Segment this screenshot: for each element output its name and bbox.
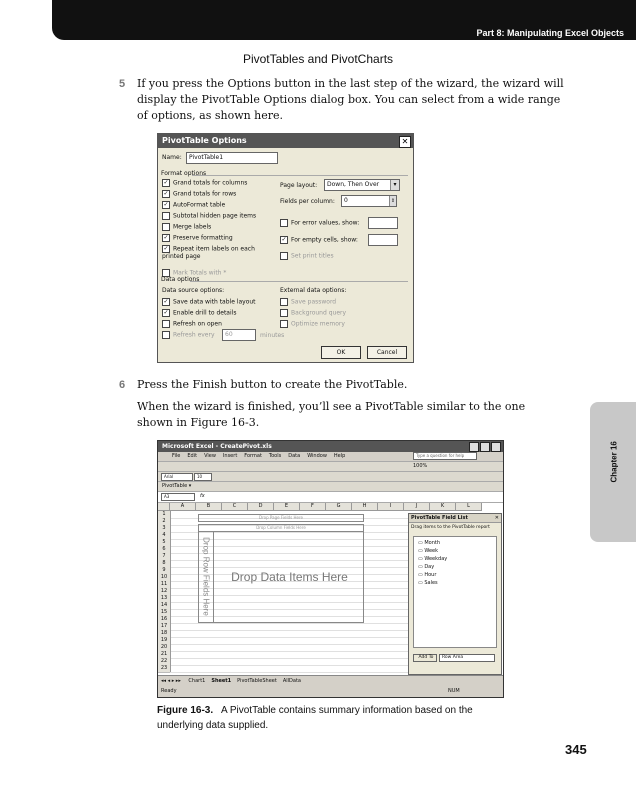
name-label: Name:	[162, 154, 182, 161]
figure-caption-text: A PivotTable contains summary information based on the underlying data supplied.	[157, 705, 473, 731]
field-list-item[interactable]	[418, 540, 440, 546]
help-search-input[interactable]: Type a question for help	[413, 452, 477, 460]
excel-title-bar	[158, 441, 503, 452]
field-list-item[interactable]	[418, 556, 447, 562]
checkbox[interactable]	[162, 223, 170, 231]
field-name: Month	[424, 540, 440, 546]
select-all-corner[interactable]	[158, 503, 170, 511]
minutes-label: minutes	[260, 332, 285, 339]
checkbox-label: For error values, show:	[291, 219, 360, 227]
gridline	[170, 637, 408, 638]
field-icon: ▭	[418, 572, 425, 578]
body-paragraph: When the wizard is finished, you’ll see a PivotTable similar to the one shown in Figure 16-3.	[137, 400, 526, 429]
row-header[interactable]: 17	[158, 623, 171, 631]
empty-cells-field[interactable]	[368, 234, 398, 246]
field-icon: ▭	[418, 556, 425, 562]
external-data-option[interactable]	[280, 298, 336, 306]
column-header[interactable]: K	[430, 503, 456, 511]
checkbox[interactable]	[162, 331, 170, 339]
cancel-button[interactable]: Cancel	[367, 346, 407, 359]
fields-per-column-label: Fields per column:	[280, 198, 335, 205]
external-data-label: External data options:	[280, 287, 347, 294]
sheet-tab[interactable]: AllData	[282, 678, 301, 684]
field-list-title-bar	[409, 514, 501, 523]
menu-item[interactable]: Data	[288, 453, 301, 459]
menu-item[interactable]: File	[172, 453, 181, 459]
format-option[interactable]	[162, 234, 233, 242]
step-text: If you press the Options button in the last step of the wizard, the wizard will display the PivotTable Options dialog box. You can select from a wide range of options, as shown here.	[137, 77, 564, 122]
maximize-icon[interactable]	[480, 442, 490, 452]
row-header[interactable]: 7	[158, 553, 171, 561]
drop-data-area[interactable]	[198, 531, 364, 623]
row-header[interactable]: 10	[158, 574, 171, 582]
column-header[interactable]: H	[352, 503, 378, 511]
row-header[interactable]: 3	[158, 525, 171, 533]
checkbox[interactable]: ✓	[163, 234, 169, 241]
checkbox-label: Subtotal hidden page items	[173, 212, 257, 220]
minimize-icon[interactable]	[469, 442, 479, 452]
data-source-option[interactable]	[162, 331, 215, 339]
drop-page-area[interactable]: Drop Page Fields Here	[198, 514, 364, 522]
gridline	[170, 623, 408, 624]
field-name: Week	[424, 548, 439, 554]
format-option[interactable]	[162, 223, 211, 231]
checkbox[interactable]	[162, 320, 170, 328]
checkbox-label: Enable drill to details	[173, 309, 237, 317]
format-option[interactable]	[162, 245, 272, 260]
figure-label: Figure 16-3.	[157, 705, 214, 716]
checkbox[interactable]	[280, 252, 288, 260]
standard-toolbar	[158, 462, 503, 472]
checkbox-label: Mark Totals with *	[173, 269, 227, 277]
field-name: Weekday	[424, 556, 448, 562]
drop-data-label: Drop Data Items Here	[231, 570, 348, 584]
row-header[interactable]: 23	[158, 665, 171, 673]
row-header[interactable]: 15	[158, 609, 171, 617]
checkbox-label: Grand totals for rows	[173, 190, 237, 198]
field-list-box	[413, 536, 497, 648]
page-layout-label: Page layout:	[280, 182, 318, 189]
step-text: Press the Finish button to create the PivotTable.	[137, 378, 408, 391]
step-5	[119, 76, 567, 124]
fields-per-column-spinner[interactable]	[341, 195, 397, 207]
zoom-value[interactable]: 100%	[413, 463, 428, 469]
pivottable-field-list	[408, 513, 502, 675]
pivottable-menu-button[interactable]: PivotTable ▾	[162, 483, 192, 489]
column-header[interactable]: G	[326, 503, 352, 511]
checkbox[interactable]: ✓	[281, 236, 287, 243]
function-icon: fx	[200, 493, 205, 499]
format-option[interactable]	[280, 219, 359, 227]
format-options-divider	[192, 175, 408, 176]
sheet-tab[interactable]: PivotTableSheet	[237, 678, 277, 684]
format-options-label: Format options	[161, 170, 207, 177]
row-header[interactable]: 11	[158, 581, 171, 589]
menu-item[interactable]: Insert	[222, 453, 238, 459]
page-layout-value: Down, Then Over	[327, 181, 380, 188]
data-options-label: Data options	[161, 276, 200, 283]
column-header[interactable]: I	[378, 503, 404, 511]
column-header[interactable]: B	[196, 503, 222, 511]
name-field[interactable]: PivotTable1	[186, 152, 278, 164]
row-header[interactable]: 16	[158, 616, 171, 624]
sheet-nav-icon[interactable]: ◂◂ ◂ ▸ ▸▸	[161, 678, 181, 684]
gridline	[170, 665, 408, 666]
step-number: 6	[119, 379, 126, 391]
status-num: NUM	[448, 688, 460, 694]
name-box[interactable]: A3	[161, 493, 195, 501]
row-header[interactable]: 12	[158, 588, 171, 596]
field-list-title: PivotTable Field List	[411, 515, 468, 521]
error-values-field[interactable]	[368, 217, 398, 229]
menu-item[interactable]: Tools	[268, 453, 282, 459]
drop-row-label: Drop Row Fields Here	[201, 537, 211, 616]
gridline	[170, 658, 408, 659]
external-data-option[interactable]	[280, 309, 346, 317]
sheet-tab-bar	[158, 675, 503, 686]
checkbox-label: Set print titles	[291, 252, 334, 260]
field-icon: ▭	[418, 564, 425, 570]
column-header[interactable]: E	[274, 503, 300, 511]
row-header[interactable]: 1	[158, 511, 171, 519]
menu-item[interactable]: Window	[307, 453, 327, 459]
gridline	[170, 630, 408, 631]
external-data-option[interactable]	[280, 320, 345, 328]
checkbox[interactable]	[280, 219, 288, 227]
menu-item[interactable]: Format	[244, 453, 262, 459]
checkbox-label: Refresh on open	[173, 320, 222, 328]
checkbox-label: Background query	[291, 309, 347, 317]
checkbox-label: For empty cells, show:	[291, 236, 358, 244]
status-bar	[158, 686, 503, 696]
column-header[interactable]: L	[456, 503, 482, 511]
column-header[interactable]: C	[222, 503, 248, 511]
page-layout-select[interactable]	[324, 179, 400, 191]
page-number: 345	[565, 742, 587, 757]
row-header[interactable]: 13	[158, 595, 171, 603]
checkbox[interactable]: ✓	[163, 309, 169, 316]
close-icon[interactable]	[491, 442, 501, 452]
format-option[interactable]	[162, 179, 247, 187]
refresh-minutes-field[interactable]: 60	[222, 329, 256, 341]
row-header[interactable]: 19	[158, 637, 171, 645]
status-ready: Ready	[161, 688, 177, 694]
menu-item[interactable]: Edit	[187, 453, 198, 459]
sheet-tab[interactable]: Chart1	[188, 678, 206, 684]
gridline	[170, 651, 408, 652]
row-header[interactable]: 20	[158, 644, 171, 652]
field-name: Sales	[424, 580, 438, 586]
row-header[interactable]: 5	[158, 539, 171, 547]
checkbox[interactable]	[280, 298, 288, 306]
formula-bar	[158, 492, 503, 503]
row-header[interactable]: 8	[158, 560, 171, 568]
close-icon[interactable]: ✕	[399, 136, 411, 148]
row-header[interactable]: 21	[158, 651, 171, 659]
font-size-select[interactable]: 10	[194, 473, 212, 481]
format-option[interactable]	[162, 201, 225, 209]
checkbox-label: AutoFormat table	[173, 201, 226, 209]
field-name: Day	[424, 564, 435, 570]
chapter-tab	[590, 402, 636, 542]
pivottable-options-dialog	[157, 133, 414, 363]
chevron-down-icon: ▾	[390, 180, 399, 190]
field-list-item[interactable]	[418, 580, 438, 586]
row-header[interactable]: 18	[158, 630, 171, 638]
column-header[interactable]: D	[248, 503, 274, 511]
checkbox-label: Refresh every	[173, 331, 215, 339]
add-to-button[interactable]: Add To	[413, 654, 437, 662]
checkbox[interactable]: ✓	[163, 298, 169, 305]
checkbox[interactable]: ✓	[163, 179, 169, 186]
drop-row-area[interactable]	[199, 532, 214, 622]
field-icon: ▭	[418, 540, 425, 546]
drop-column-area[interactable]: Drop Column Fields Here	[198, 524, 364, 532]
gridline	[170, 672, 408, 673]
chapter-label: Chapter 16	[609, 441, 619, 483]
field-list-instruction: Drag items to the PivotTable report	[411, 525, 490, 530]
column-header[interactable]: J	[404, 503, 430, 511]
menu-item[interactable]: View	[204, 453, 216, 459]
dialog-title: PivotTable Options	[162, 136, 247, 145]
row-header[interactable]: 6	[158, 546, 171, 554]
menu-item[interactable]: Help	[333, 453, 346, 459]
format-option[interactable]	[280, 236, 358, 244]
checkbox[interactable]: ✓	[163, 190, 169, 197]
part-title: Part 8: Manipulating Excel Objects	[476, 28, 624, 38]
field-list-item[interactable]	[418, 572, 436, 578]
format-option[interactable]	[280, 252, 334, 260]
field-list-item[interactable]	[418, 564, 434, 570]
format-option[interactable]	[162, 190, 236, 198]
checkbox[interactable]	[280, 309, 288, 317]
field-list-item[interactable]	[418, 548, 438, 554]
field-icon: ▭	[418, 580, 425, 586]
row-header[interactable]: 22	[158, 658, 171, 666]
field-icon: ▭	[418, 548, 425, 554]
checkbox[interactable]: ✓	[163, 201, 169, 208]
checkbox-label: Save data with table layout	[173, 298, 256, 306]
field-name: Hour	[424, 572, 437, 578]
checkbox[interactable]	[162, 212, 170, 220]
sheet-tab[interactable]: Sheet1	[211, 678, 232, 684]
pivottable-toolbar	[158, 482, 503, 492]
row-header[interactable]: 14	[158, 602, 171, 610]
ok-button[interactable]: OK	[321, 346, 361, 359]
checkbox-label: Grand totals for columns	[173, 179, 248, 187]
spinner-icon: ⇕	[390, 198, 396, 204]
menu-bar	[158, 452, 503, 462]
data-source-option[interactable]	[162, 309, 236, 317]
data-source-label: Data source options:	[162, 287, 225, 294]
data-source-option[interactable]	[162, 320, 222, 328]
running-title: PivotTables and PivotCharts	[242, 52, 394, 66]
checkbox-label: Optimize memory	[291, 320, 345, 328]
data-source-option[interactable]	[162, 298, 256, 306]
font-name-select[interactable]: Arial	[161, 473, 193, 481]
checkbox-label: Save password	[291, 298, 337, 306]
checkbox[interactable]: ✓	[163, 245, 169, 252]
row-header[interactable]: 2	[158, 518, 171, 526]
figure-caption	[157, 703, 517, 733]
row-header[interactable]: 9	[158, 567, 171, 575]
checkbox[interactable]	[280, 320, 288, 328]
area-select[interactable]: Row Area	[439, 654, 495, 662]
data-options-divider	[190, 281, 408, 282]
checkbox-label: Preserve formatting	[173, 234, 233, 242]
column-header[interactable]: F	[300, 503, 326, 511]
formatting-toolbar	[158, 472, 503, 482]
excel-title: Microsoft Excel - CreatePivot.xls	[162, 443, 272, 450]
step-number: 5	[119, 78, 126, 90]
row-header[interactable]: 4	[158, 532, 171, 540]
format-option[interactable]	[162, 212, 256, 220]
close-icon[interactable]: ✕	[494, 515, 499, 521]
dialog-title-bar	[158, 134, 413, 148]
gridline	[170, 644, 408, 645]
checkbox-label: Repeat item labels on each printed page	[162, 245, 255, 260]
step-6	[119, 377, 567, 393]
excel-window	[157, 440, 504, 698]
column-header[interactable]: A	[170, 503, 196, 511]
checkbox-label: Merge labels	[173, 223, 212, 231]
fields-per-column-value: 0	[344, 197, 348, 204]
